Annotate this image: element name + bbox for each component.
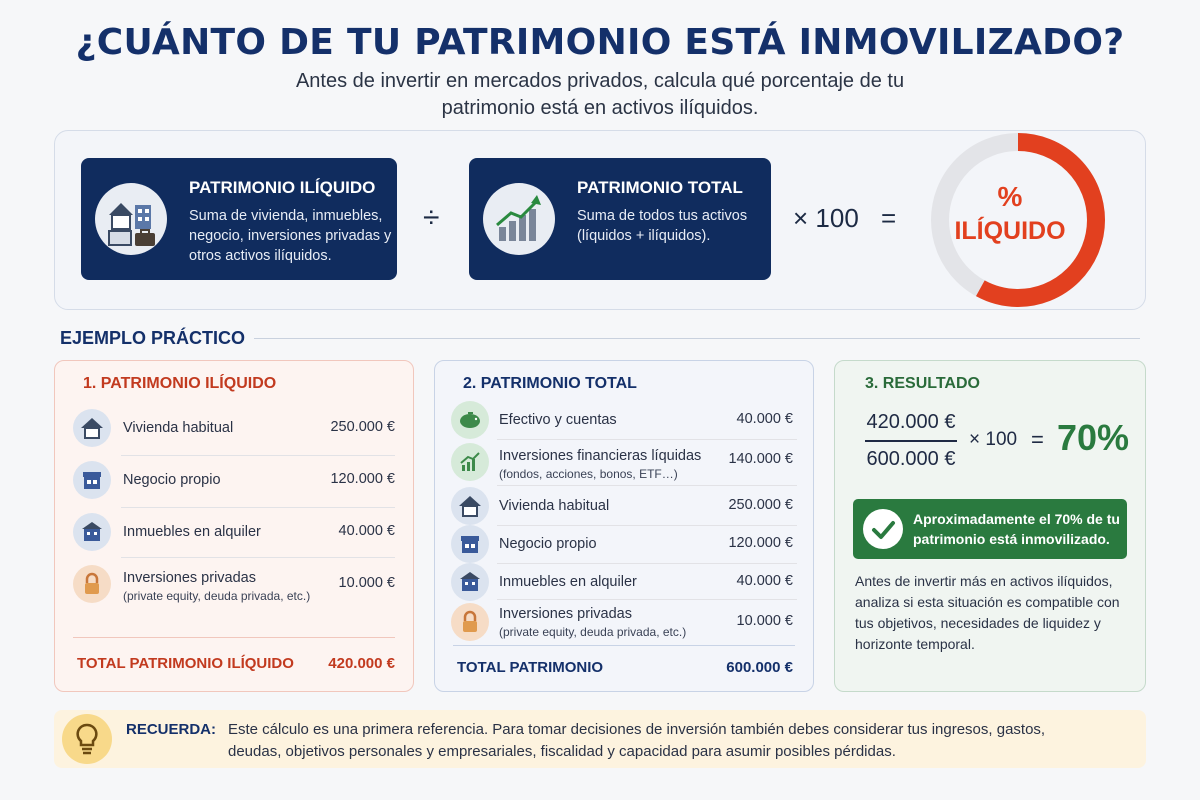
row-divider xyxy=(497,599,797,600)
patrimonio-total-label: TOTAL PATRIMONIO xyxy=(457,659,604,676)
result-percentage: 70% xyxy=(1057,417,1130,458)
item-value: 40.000 € xyxy=(736,573,793,589)
patrimonio-total-value: 600.000 € xyxy=(726,659,793,676)
equals-symbol: = xyxy=(881,203,897,233)
item-value: 120.000 € xyxy=(728,535,793,551)
example-divider xyxy=(254,338,1140,339)
store-icon xyxy=(73,461,111,499)
total-card xyxy=(434,360,814,692)
item-label: Vivienda habitual xyxy=(123,420,234,436)
house-icon xyxy=(73,409,111,447)
row-divider xyxy=(497,563,797,564)
ring-percent-symbol: % xyxy=(997,181,1023,212)
piggy-bank-icon xyxy=(451,401,489,439)
item-label: Efectivo y cuentas xyxy=(499,412,617,428)
example-heading: EJEMPLO PRÁCTICO xyxy=(60,328,246,348)
result-card xyxy=(834,360,1146,692)
house-icon xyxy=(451,487,489,525)
ring-result-word: ILÍQUIDO xyxy=(954,217,1066,245)
growth-chart-icon xyxy=(483,183,555,255)
illiquid-formula-title: PATRIMONIO ILÍQUIDO xyxy=(189,178,376,197)
total-formula-box xyxy=(469,158,771,280)
total-divider xyxy=(453,645,795,646)
reminder-banner xyxy=(54,710,1146,768)
illiquid-formula-desc: Suma de vivienda, inmuebles, negocio, inversiones privadas y otros activos ilíquidos. xyxy=(189,208,392,264)
item-label-main: Inversiones financieras líquidas xyxy=(499,448,702,464)
fraction-denominator: 600.000 € xyxy=(866,448,956,470)
divide-symbol: ÷ xyxy=(423,201,440,234)
row-divider xyxy=(497,439,797,440)
result-note: Antes de invertir más en activos ilíquidos, analiza si esta situación es compatible con tus objetivos, necesidades de liquidez y horizonte temporal. xyxy=(855,573,1120,652)
page-subtitle: Antes de invertir en mercados privados, calcula qué porcentaje de tu patrimonio está en activos ilíquidos. xyxy=(295,70,905,119)
item-label-main: Inversiones privadas xyxy=(499,606,632,622)
result-equals: = xyxy=(1031,427,1044,452)
highlight-text: Aproximadamente el 70% de tu patrimonio está inmovilizado. xyxy=(913,511,1120,547)
row-divider xyxy=(121,455,395,456)
check-icon xyxy=(863,509,903,549)
result-fraction xyxy=(865,411,957,471)
bar-chart-icon xyxy=(451,443,489,481)
lock-icon xyxy=(73,565,111,603)
total-formula-title: PATRIMONIO TOTAL xyxy=(577,178,743,197)
lightbulb-icon xyxy=(62,714,112,764)
reminder-text: Este cálculo es una primera referencia. Para tomar decisiones de inversión también debes considerar tus ingresos, gastos, deudas, objetivos personales y empresariales, fiscalidad y capacidad para asumir posibles pérdidas. xyxy=(228,721,1046,760)
item-label xyxy=(499,447,701,483)
lock-icon xyxy=(451,603,489,641)
multiply-symbol: × 100 xyxy=(793,203,859,233)
result-highlight xyxy=(853,499,1127,559)
total-divider xyxy=(73,637,395,638)
total-card-title: 2. PATRIMONIO TOTAL xyxy=(463,375,637,392)
row-divider xyxy=(497,485,797,486)
item-label xyxy=(123,569,310,605)
building-icon xyxy=(73,513,111,551)
item-label-main: Inversiones privadas xyxy=(123,570,256,586)
buildings-icon xyxy=(95,183,167,255)
formula-panel xyxy=(54,130,1146,310)
result-card-title: 3. RESULTADO xyxy=(865,375,980,392)
item-sublabel: (private equity, deuda privada, etc.) xyxy=(123,589,311,603)
item-sublabel: (private equity, deuda privada, etc.) xyxy=(499,625,687,639)
item-value: 140.000 € xyxy=(728,451,793,467)
item-value: 40.000 € xyxy=(338,523,395,539)
store-icon xyxy=(451,525,489,563)
illiquid-total-label: TOTAL PATRIMONIO ILÍQUIDO xyxy=(77,655,294,672)
row-divider xyxy=(121,557,395,558)
item-sublabel: (fondos, acciones, bonos, ETF…) xyxy=(499,467,678,481)
illiquid-total-value: 420.000 € xyxy=(328,655,395,672)
row-divider xyxy=(121,507,395,508)
result-multiply: × 100 xyxy=(969,429,1018,450)
page-title: ¿CUÁNTO DE TU PATRIMONIO ESTÁ INMOVILIZADO? xyxy=(75,22,1125,63)
item-value: 250.000 € xyxy=(728,497,793,513)
item-value: 120.000 € xyxy=(330,471,395,487)
item-label: Negocio propio xyxy=(123,472,221,488)
illiquid-card-title: 1. PATRIMONIO ILÍQUIDO xyxy=(83,375,277,392)
item-label: Inmuebles en alquiler xyxy=(123,524,261,540)
reminder-title: RECUERDA: xyxy=(126,721,216,738)
total-formula-desc: Suma de todos tus activos (líquidos + ilíquidos). xyxy=(577,208,748,244)
fraction-bar xyxy=(865,440,957,442)
item-label: Vivienda habitual xyxy=(499,498,610,514)
item-label: Inmuebles en alquiler xyxy=(499,574,637,590)
item-value: 250.000 € xyxy=(330,419,395,435)
building-icon xyxy=(451,563,489,601)
item-value: 10.000 € xyxy=(736,613,793,629)
item-label xyxy=(499,605,686,641)
item-value: 10.000 € xyxy=(338,575,395,591)
fraction-numerator: 420.000 € xyxy=(866,411,956,433)
illiquid-card xyxy=(54,360,414,692)
row-divider xyxy=(497,525,797,526)
item-value: 40.000 € xyxy=(736,411,793,427)
item-label: Negocio propio xyxy=(499,536,597,552)
illiquid-formula-box xyxy=(81,158,397,280)
